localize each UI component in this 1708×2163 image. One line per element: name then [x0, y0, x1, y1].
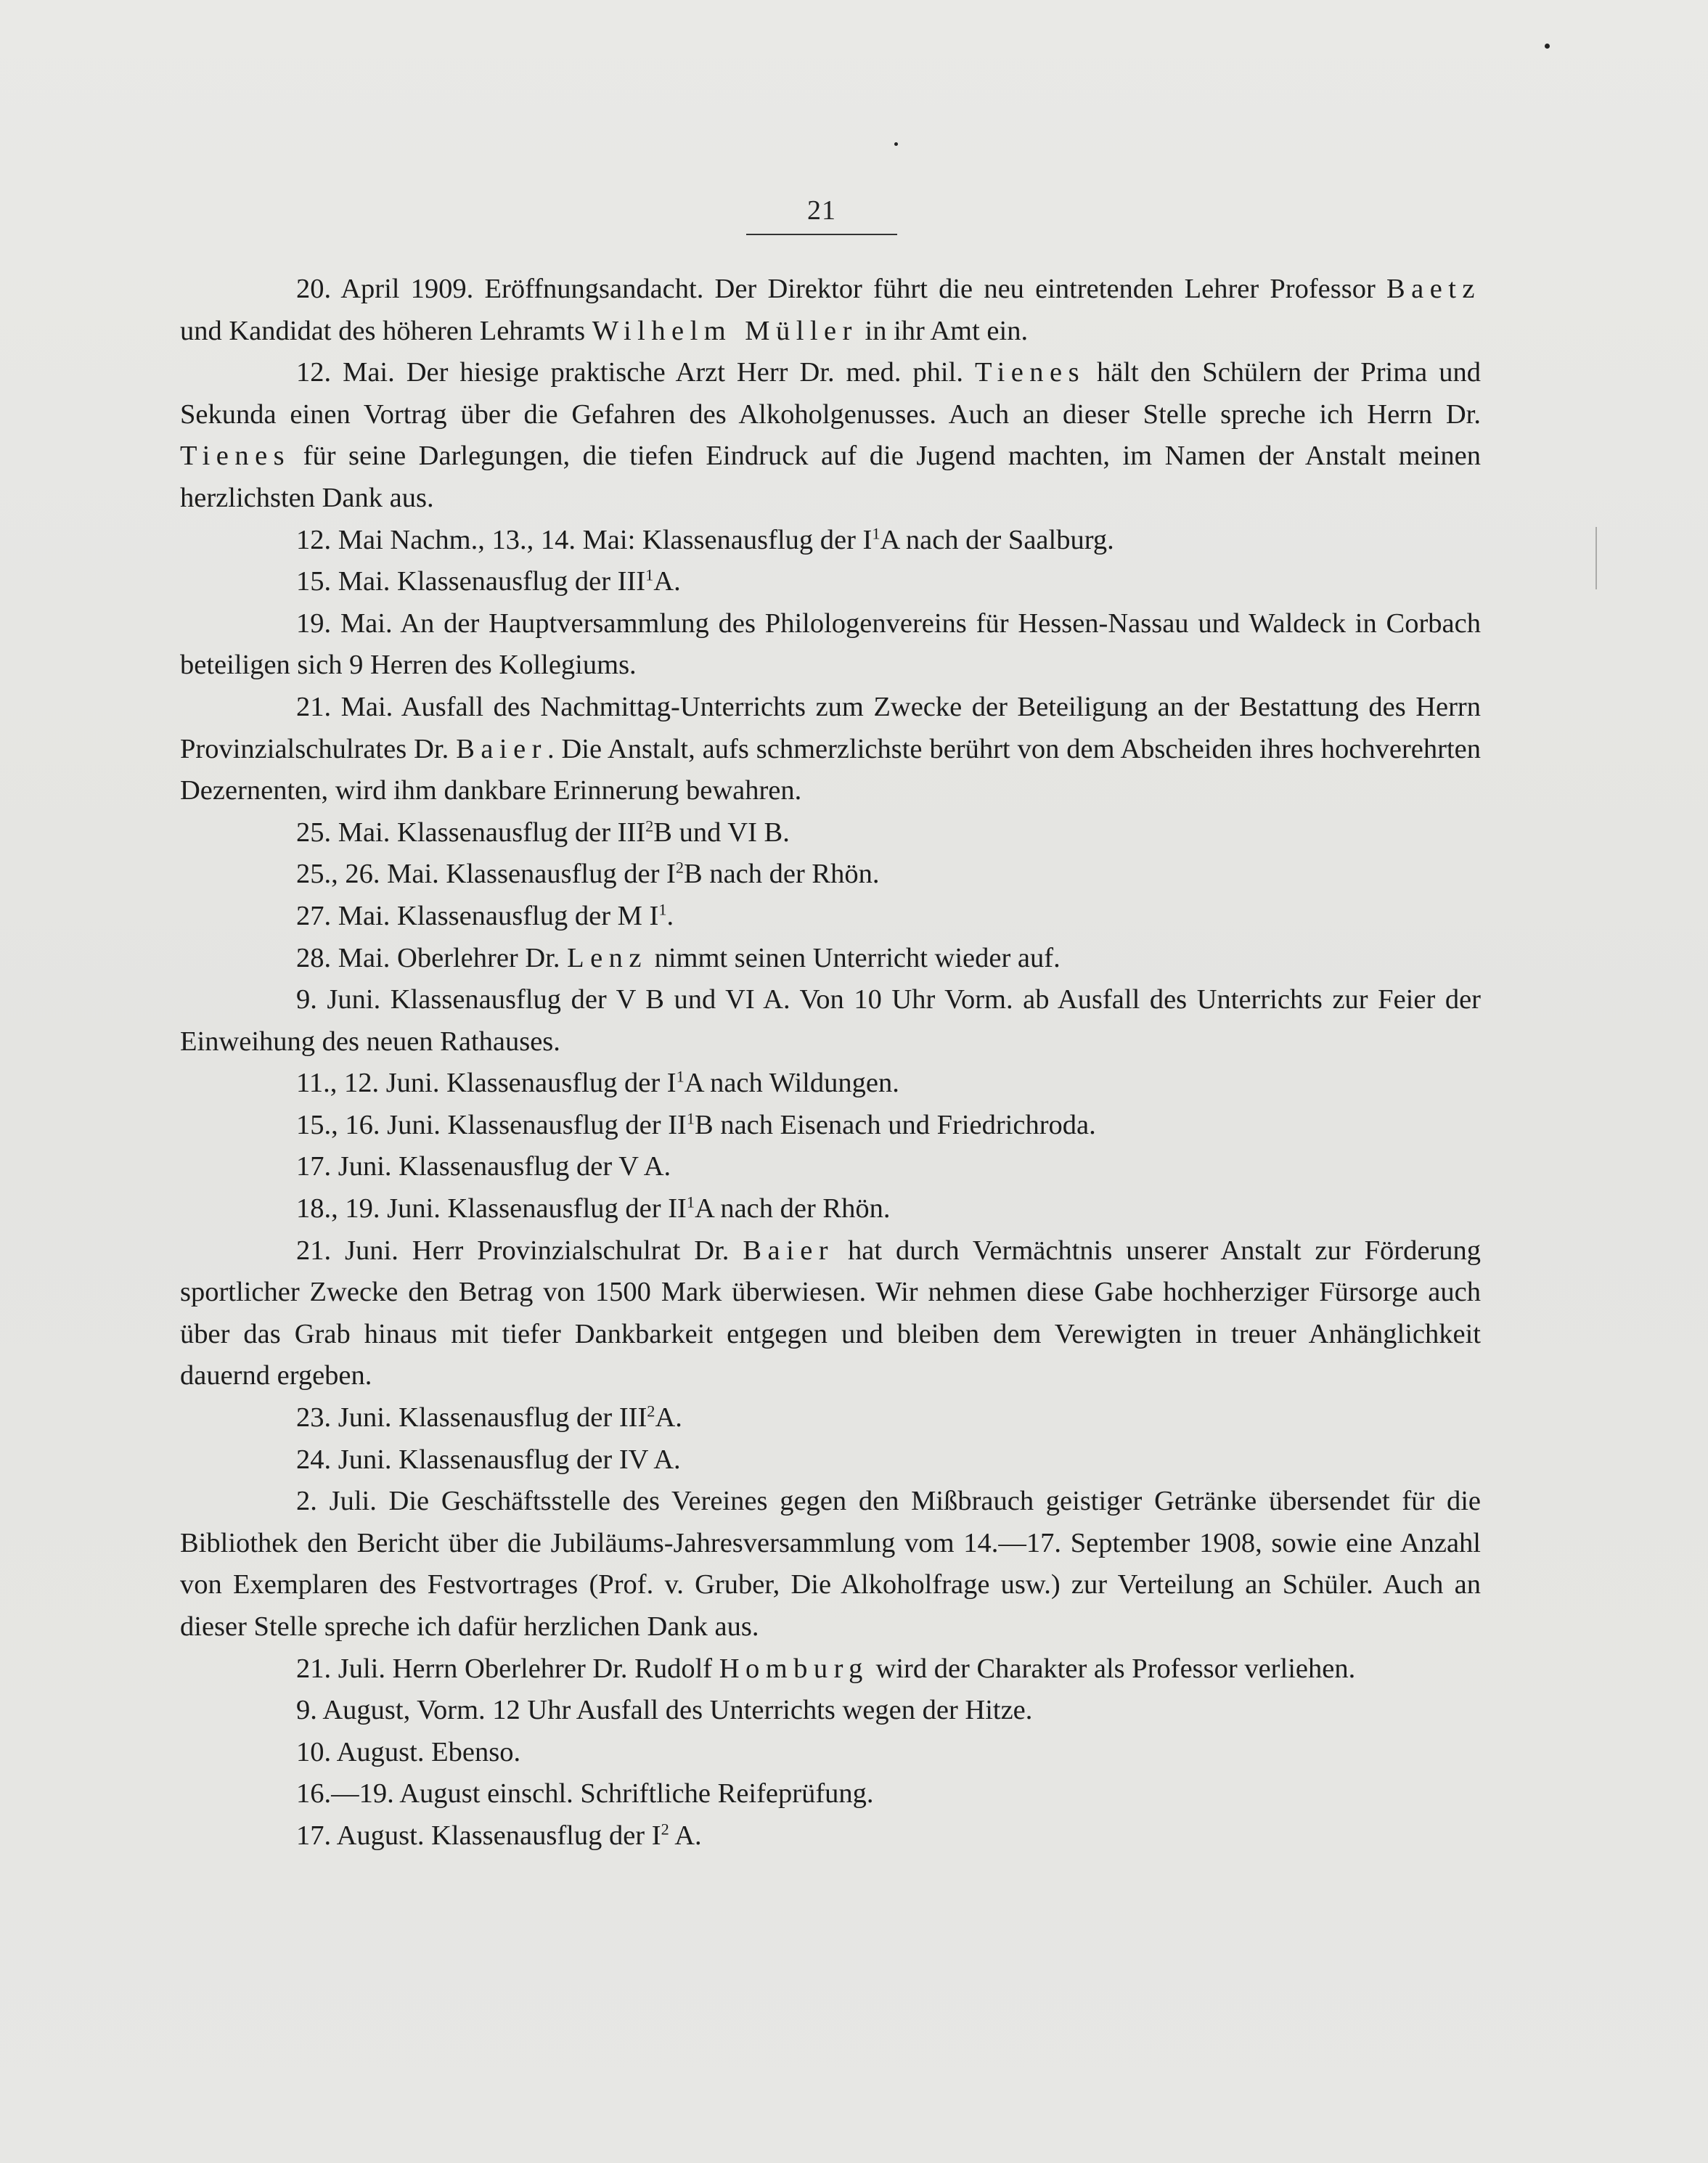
- entry-21-juni: 21. Juni. Herr Provinzialschulrat Dr. Baier hat durch Vermächtnis unserer Anstalt zur Förderung sportlicher Zwecke den Betrag von 1500 Mark überwiesen. Wir nehmen diese Gabe hochherziger Fürsorge auch über das Grab hinaus mit tiefer Dankbarkeit entgegen und bleiben dem Verewigten in treuer Anhänglichkeit dauernd ergeben.: [180, 1235, 1481, 1391]
- ink-speck: [894, 142, 898, 146]
- entry-12-mai-nachm: 12. Mai Nachm., 13., 14. Mai: Klassenausflug der $I^1A$ nach der Saalburg.: [296, 524, 1114, 555]
- entry-21-juli: 21. Juli. Herrn Oberlehrer Dr. Rudolf Homburg wird der Charakter als Professor verliehen.: [296, 1653, 1356, 1684]
- entry-2-juli: 2. Juli. Die Geschäftsstelle des Vereines gegen den Mißbrauch geistiger Getränke übersendet für die Bibliothek den Bericht über die Jubiläums-Jahresversammlung vom 14.—17. September 1908, sowie eine Anzahl von Exemplaren des Festvortrages (Prof. v. Gruber, Die Alkoholfrage usw.) zur Verteilung an Schüler. Auch an dieser Stelle spreche ich dafür herzlichen Dank aus.: [180, 1486, 1481, 1642]
- entry-24-juni: 24. Juni. Klassenausflug der IV A.: [296, 1444, 681, 1475]
- entry-25-26-mai: 25., 26. Mai. Klassenausflug der $I^2B$ nach der Rhön.: [296, 858, 880, 890]
- entry-9-juni: 9. Juni. Klassenausflug der V B und VI A. Von 10 Uhr Vorm. ab Ausfall des Unterrichts zur Feier der Einweihung des neuen Rathauses.: [180, 984, 1481, 1057]
- page-number: 21: [807, 195, 836, 226]
- entry-25-mai: 25. Mai. Klassenausflug der III$^2$B und VI B.: [296, 817, 790, 848]
- entry-17-juni: 17. Juni. Klassenausflug der V A.: [296, 1151, 671, 1182]
- entry-12-mai: 12. Mai. Der hiesige praktische Arzt Herr Dr. med. phil. Tienes hält den Schülern der Prima und Sekunda einen Vortrag über die Gefahren des Alkoholgenusses. Auch an dieser Stelle spreche ich Herrn Dr. Tienes für seine Darlegungen, die tiefen Eindruck auf die Jugend machten, im Namen der Anstalt meinen herzlichsten Dank aus.: [180, 357, 1481, 513]
- paper-mark: [1595, 527, 1597, 589]
- entry-21-mai: 21. Mai. Ausfall des Nachmittag-Unterrichts zum Zwecke der Beteiligung an der Bestattung des Herrn Provinzialschulrates Dr. Baier. Die Anstalt, aufs schmerzlichste berührt von dem Abscheiden ihres hochverehrten Dezernenten, wird ihm dankbare Erinnerung bewahren.: [180, 691, 1481, 806]
- entry-15-16-juni: 15., 16. Juni. Klassenausflug der $II^1B$ nach Eisenach und Friedrichroda.: [296, 1109, 1096, 1140]
- entry-15-mai: 15. Mai. Klassenausflug der III$^1$A.: [296, 565, 681, 597]
- entry-19-mai: 19. Mai. An der Hauptversammlung des Philologenvereins für Hessen-Nassau und Waldeck in Corbach beteiligen sich 9 Herren des Kollegiums.: [180, 608, 1481, 681]
- entry-10-august: 10. August. Ebenso.: [296, 1736, 521, 1767]
- entry-17-august: 17. August. Klassenausflug der $I^2$ A.: [296, 1820, 702, 1851]
- entry-11-12-juni: 11., 12. Juni. Klassenausflug der $I^1A$ nach Wildungen.: [296, 1067, 899, 1099]
- entry-27-mai: 27. Mai. Klassenausflug der M $I^1$.: [296, 900, 674, 931]
- chronicle-text: [180, 269, 1481, 1857]
- ink-speck: [1545, 44, 1550, 49]
- entry-23-juni: 23. Juni. Klassenausflug der III$^2$A.: [296, 1402, 682, 1434]
- entry-18-19-juni: 18., 19. Juni. Klassenausflug der $II^1A$ nach der Rhön.: [296, 1193, 891, 1224]
- page-number-rule: [746, 234, 897, 235]
- entry-16-19-august: 16.—19. August einschl. Schriftliche Reifeprüfung.: [296, 1778, 874, 1810]
- entry-9-august: 9. August, Vorm. 12 Uhr Ausfall des Unterrichts wegen der Hitze.: [296, 1695, 1033, 1726]
- entry-20-april: 20. April 1909. Eröffnungsandacht. Der Direktor führt die neu eintretenden Lehrer Professor Baetz und Kandidat des höheren Lehramts Wilhelm Müller in ihr Amt ein.: [180, 274, 1481, 346]
- entry-28-mai: 28. Mai. Oberlehrer Dr. Lenz nimmt seinen Unterricht wieder auf.: [296, 942, 1061, 973]
